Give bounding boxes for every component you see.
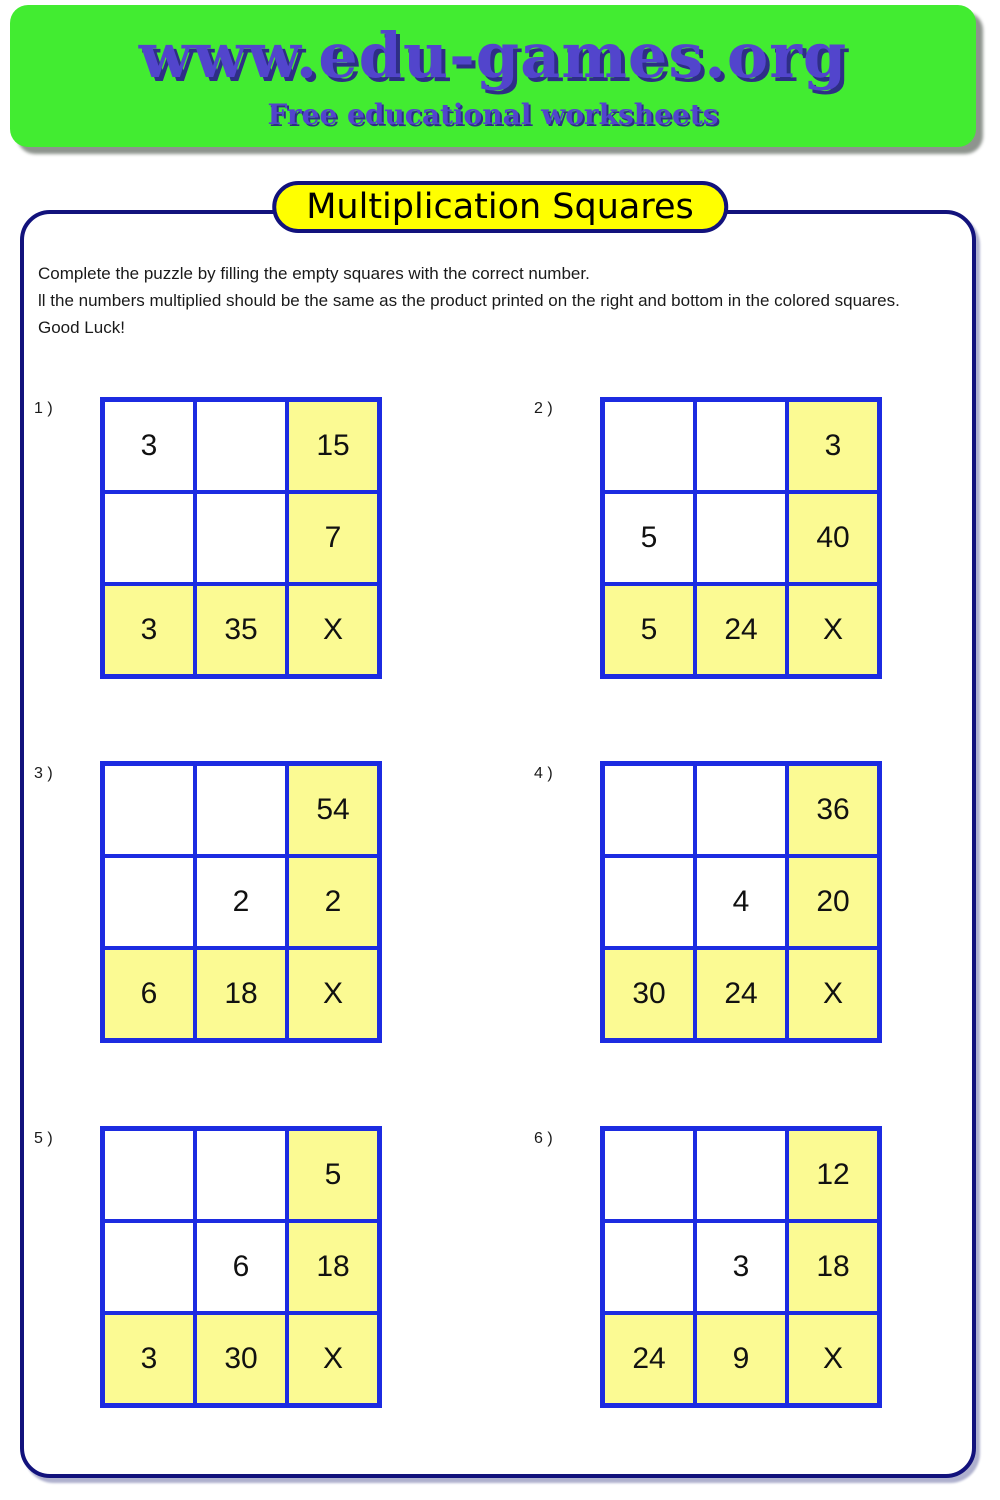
puzzle-3-cell-r1c3-product: 54 — [287, 764, 379, 856]
puzzle-5-cell-r2c3-product: 18 — [287, 1221, 379, 1313]
puzzle-6-cell-r1c3-product: 12 — [787, 1129, 879, 1221]
puzzle-5-label: 5 ) — [34, 1130, 53, 1147]
puzzle-4-cell-r3c3-operator: X — [787, 948, 879, 1040]
puzzle-2-cell-r1c1-empty-input[interactable] — [603, 400, 695, 492]
puzzle-3-cell-r2c3-product: 2 — [287, 856, 379, 948]
puzzle-4-cell-r3c1-product: 30 — [603, 948, 695, 1040]
puzzle-2-cell-r3c3-operator: X — [787, 584, 879, 676]
puzzle-6-cell-r2c1-empty-input[interactable] — [603, 1221, 695, 1313]
puzzle-1-cell-r2c1-empty-input[interactable] — [103, 492, 195, 584]
puzzle-6-cell-r3c1-product: 24 — [603, 1313, 695, 1405]
puzzle-3-label: 3 ) — [34, 765, 53, 782]
puzzle-1-cell-r2c3-product: 7 — [287, 492, 379, 584]
site-banner — [10, 5, 976, 147]
puzzle-4-cell-r2c2-given: 4 — [695, 856, 787, 948]
puzzle-4-cell-r1c2-empty-input[interactable] — [695, 764, 787, 856]
instruction-line-3: Good Luck! — [38, 318, 125, 337]
puzzle-5-cell-r1c1-empty-input[interactable] — [103, 1129, 195, 1221]
puzzle-5-cell-r2c2-given: 6 — [195, 1221, 287, 1313]
puzzle-6-cell-r3c2-product: 9 — [695, 1313, 787, 1405]
puzzle-1-cell-r2c2-empty-input[interactable] — [195, 492, 287, 584]
puzzle-5-cell-r1c3-product: 5 — [287, 1129, 379, 1221]
puzzle-5-cell-r2c1-empty-input[interactable] — [103, 1221, 195, 1313]
puzzle-1-cell-r3c1-product: 3 — [103, 584, 195, 676]
puzzle-6-cell-r1c2-empty-input[interactable] — [695, 1129, 787, 1221]
puzzle-3-cell-r3c2-product: 18 — [195, 948, 287, 1040]
puzzle-6-cell-r2c3-product: 18 — [787, 1221, 879, 1313]
puzzle-4-cell-r2c1-empty-input[interactable] — [603, 856, 695, 948]
puzzle-6-label: 6 ) — [534, 1130, 553, 1147]
puzzle-2-grid — [600, 397, 882, 679]
puzzle-2-cell-r2c2-empty-input[interactable] — [695, 492, 787, 584]
puzzle-3-cell-r3c1-product: 6 — [103, 948, 195, 1040]
puzzle-2-cell-r1c3-product: 3 — [787, 400, 879, 492]
puzzle-3-grid — [100, 761, 382, 1043]
puzzle-2-cell-r2c1-given: 5 — [603, 492, 695, 584]
puzzle-2-cell-r1c2-empty-input[interactable] — [695, 400, 787, 492]
puzzle-2-cell-r3c2-product: 24 — [695, 584, 787, 676]
puzzle-6-cell-r3c3-operator: X — [787, 1313, 879, 1405]
instructions — [38, 262, 920, 343]
puzzle-5-cell-r3c3-operator: X — [287, 1313, 379, 1405]
puzzle-1-cell-r3c3-operator: X — [287, 584, 379, 676]
puzzle-2-label: 2 ) — [534, 400, 553, 417]
worksheet-title-pill — [272, 181, 728, 233]
puzzle-5-cell-r1c2-empty-input[interactable] — [195, 1129, 287, 1221]
worksheet-title: Multiplication Squares — [306, 187, 694, 227]
puzzle-3-cell-r2c2-given: 2 — [195, 856, 287, 948]
puzzle-4-cell-r3c2-product: 24 — [695, 948, 787, 1040]
puzzle-1-grid — [100, 397, 382, 679]
site-subtitle: Free educational worksheets — [267, 98, 719, 131]
instruction-line-1: Complete the puzzle by filling the empty squares with the correct number. — [38, 264, 590, 283]
puzzle-5-grid — [100, 1126, 382, 1408]
puzzle-6-grid — [600, 1126, 882, 1408]
puzzle-4-cell-r1c1-empty-input[interactable] — [603, 764, 695, 856]
puzzle-4-label: 4 ) — [534, 765, 553, 782]
site-title: www.edu-games.org — [138, 19, 848, 92]
puzzle-5-cell-r3c1-product: 3 — [103, 1313, 195, 1405]
puzzle-1-cell-r1c1-given: 3 — [103, 400, 195, 492]
instruction-line-2: ll the numbers multiplied should be the same as the product printed on the right and bottom in the colored squares. — [38, 291, 900, 310]
puzzle-1-cell-r1c2-empty-input[interactable] — [195, 400, 287, 492]
puzzle-6-cell-r2c2-given: 3 — [695, 1221, 787, 1313]
puzzle-1-label: 1 ) — [34, 400, 53, 417]
puzzle-2-cell-r2c3-product: 40 — [787, 492, 879, 584]
puzzle-3-cell-r1c2-empty-input[interactable] — [195, 764, 287, 856]
puzzle-4-cell-r1c3-product: 36 — [787, 764, 879, 856]
puzzle-5-cell-r3c2-product: 30 — [195, 1313, 287, 1405]
puzzle-6-cell-r1c1-empty-input[interactable] — [603, 1129, 695, 1221]
puzzle-3-cell-r2c1-empty-input[interactable] — [103, 856, 195, 948]
puzzle-4-grid — [600, 761, 882, 1043]
puzzle-3-cell-r3c3-operator: X — [287, 948, 379, 1040]
puzzle-1-cell-r1c3-product: 15 — [287, 400, 379, 492]
puzzle-4-cell-r2c3-product: 20 — [787, 856, 879, 948]
puzzle-1-cell-r3c2-product: 35 — [195, 584, 287, 676]
puzzle-3-cell-r1c1-empty-input[interactable] — [103, 764, 195, 856]
puzzle-2-cell-r3c1-product: 5 — [603, 584, 695, 676]
